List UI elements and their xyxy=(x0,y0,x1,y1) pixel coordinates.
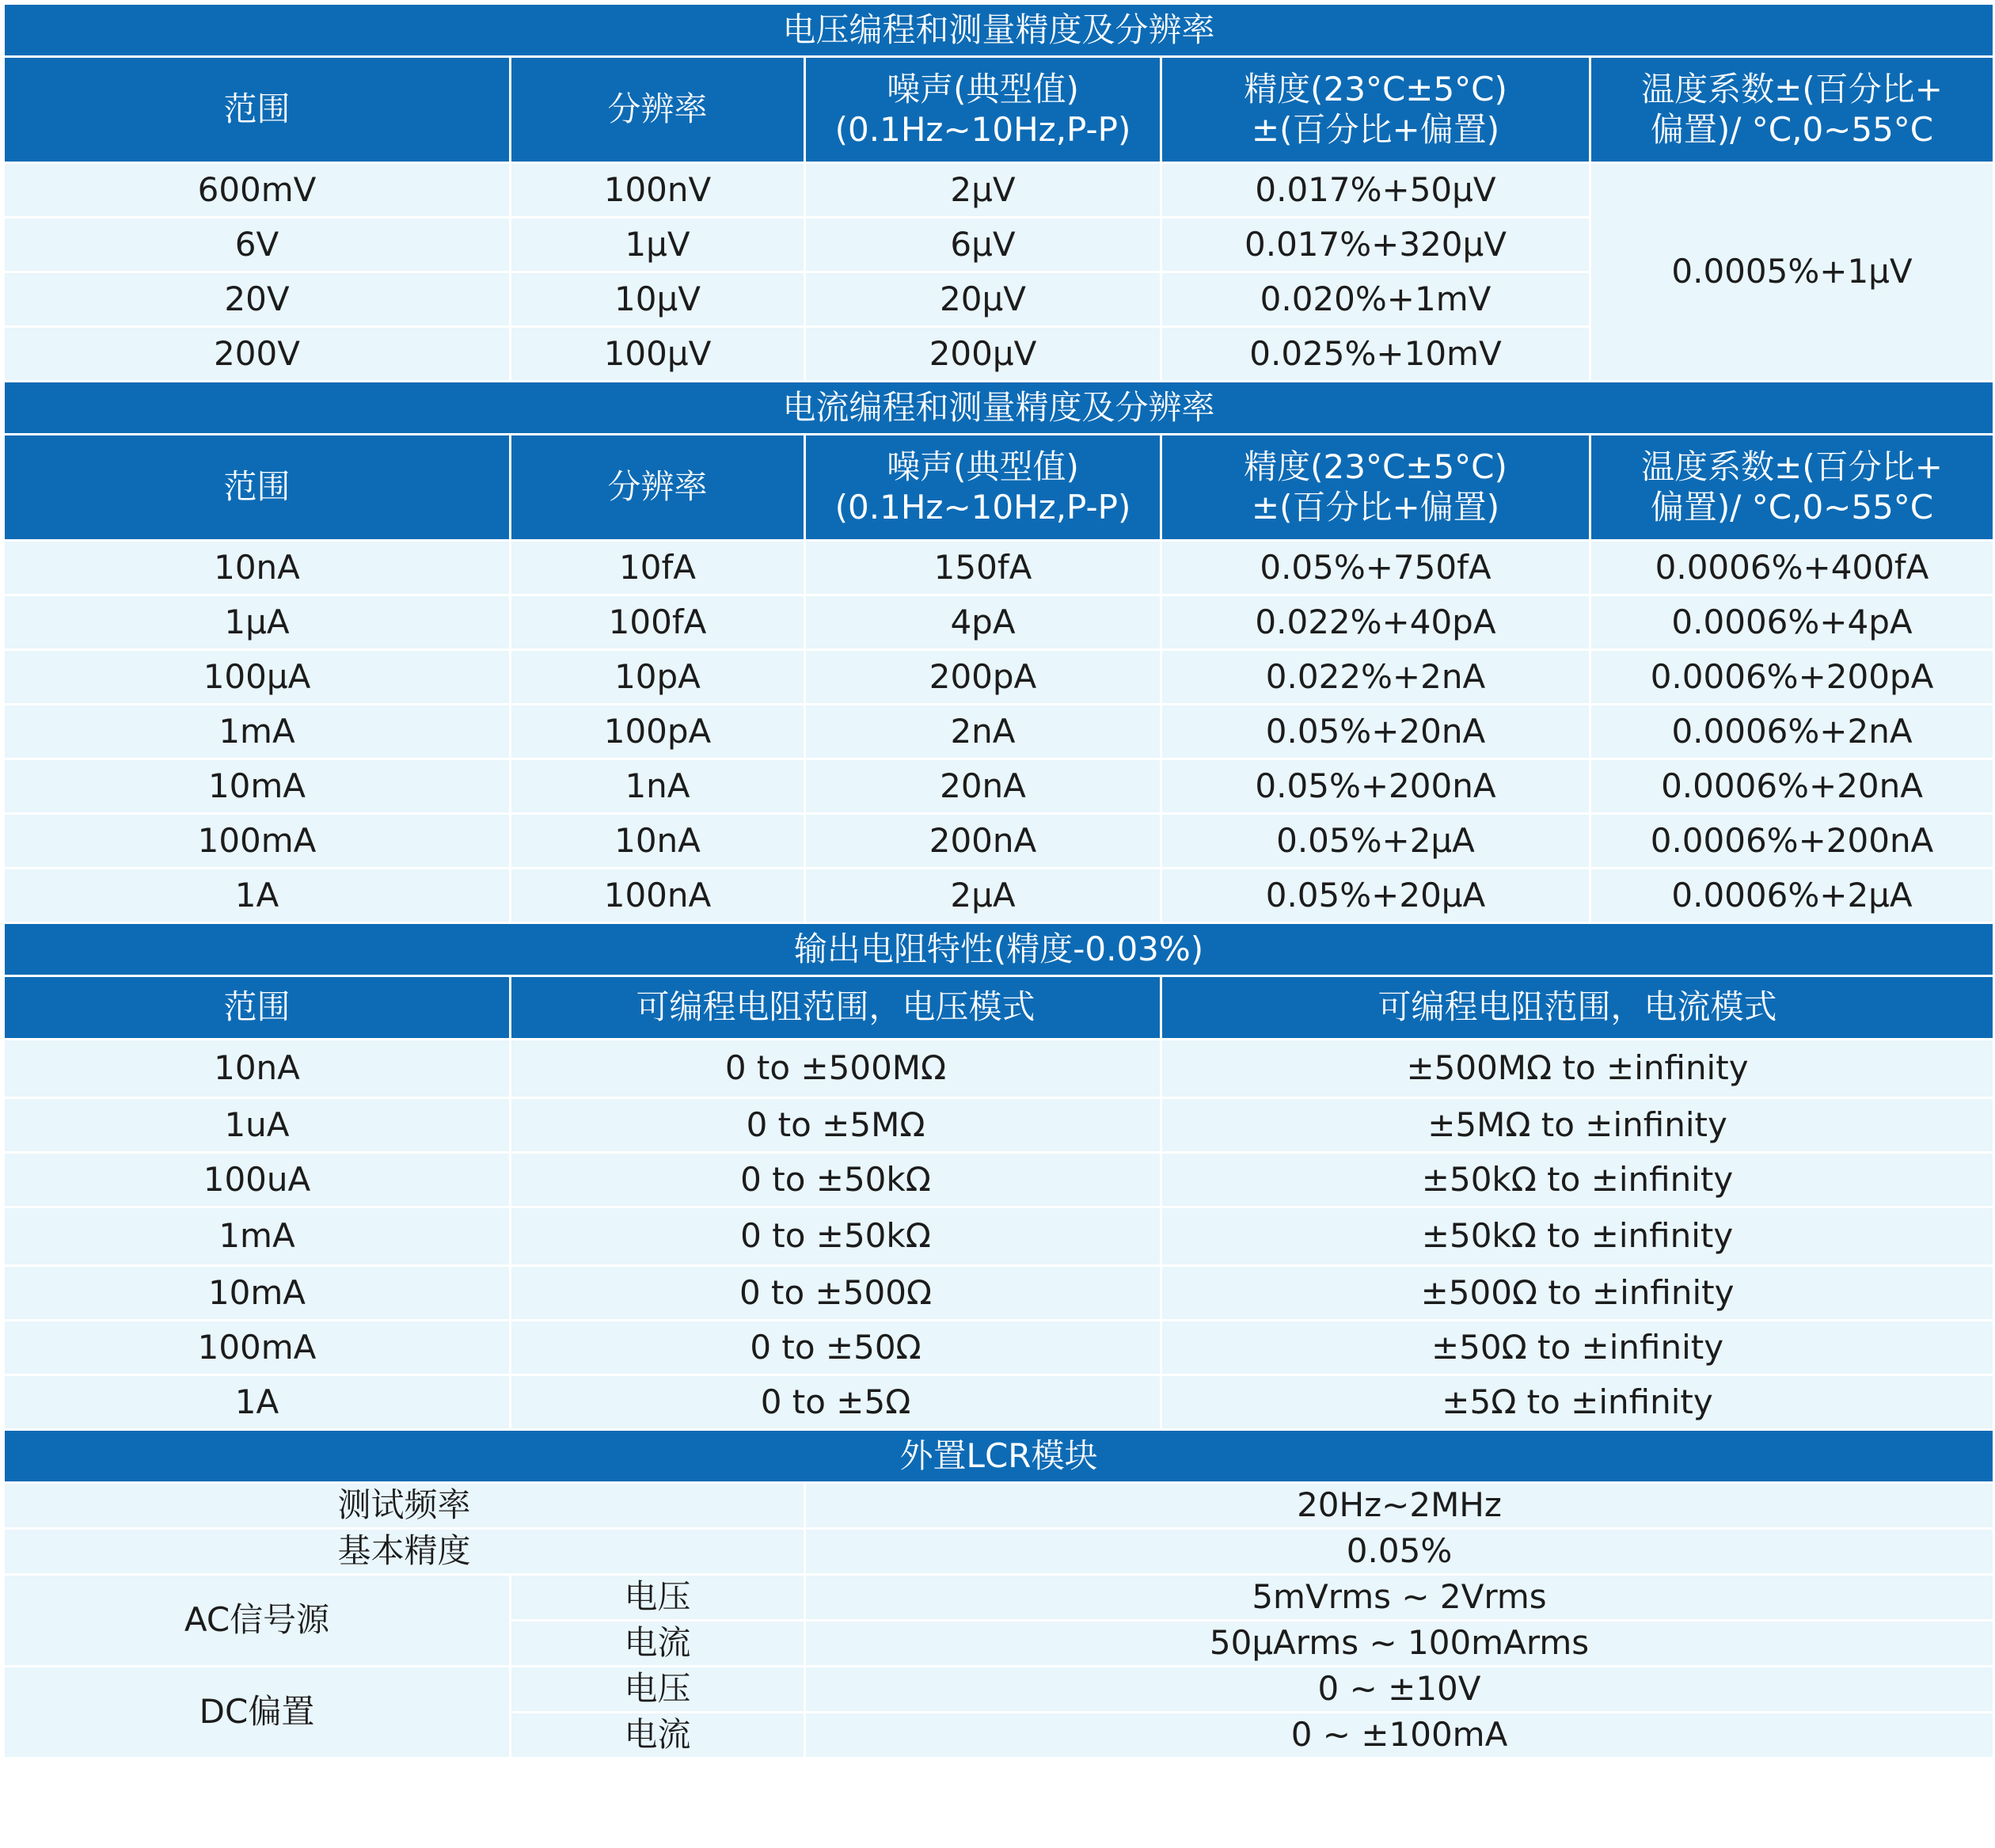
cell-accuracy: 0.017%+50μV xyxy=(1161,163,1590,218)
cell-range: 6V xyxy=(4,218,511,272)
cell-resolution: 100fA xyxy=(511,595,805,650)
header-range: 范围 xyxy=(4,435,511,541)
cell-temp-coeff: 0.0006%+200nA xyxy=(1590,814,1994,869)
cell-noise: 20nA xyxy=(805,759,1161,814)
cell-voltage-mode: 0 to ±50Ω xyxy=(511,1321,1161,1375)
table-row xyxy=(4,1667,1994,1713)
cell-range: 100μA xyxy=(4,650,511,705)
header-voltage-mode: 可编程电阻范围，电压模式 xyxy=(511,976,1161,1040)
cell-current-mode: ±500Ω to ±infinity xyxy=(1161,1266,1994,1321)
cell-voltage-mode: 0 to ±50kΩ xyxy=(511,1153,1161,1207)
cell-range: 1A xyxy=(4,869,511,923)
cell-ac-current-label: 电流 xyxy=(511,1621,805,1667)
cell-voltage-mode: 0 to ±500MΩ xyxy=(511,1040,1161,1098)
current-section-title: 电流编程和测量精度及分辨率 xyxy=(4,382,1994,435)
header-temp-line1: 温度系数±(百分比+ xyxy=(1641,447,1943,487)
table-row xyxy=(4,1529,1994,1575)
cell-current-mode: ±5Ω to ±infinity xyxy=(1161,1375,1994,1430)
cell-ac-voltage-label: 电压 xyxy=(511,1575,805,1621)
cell-noise: 200pA xyxy=(805,650,1161,705)
cell-resolution: 10pA xyxy=(511,650,805,705)
header-accuracy-line2: ±(百分比+偏置) xyxy=(1251,487,1500,527)
cell-noise: 6μV xyxy=(805,218,1161,272)
cell-basic-accuracy-value: 0.05% xyxy=(805,1529,1994,1575)
cell-temp-coeff: 0.0006%+20nA xyxy=(1590,759,1994,814)
cell-resolution: 100μV xyxy=(511,327,805,382)
cell-range: 1A xyxy=(4,1375,511,1430)
lcr-section-title-row xyxy=(4,1430,1994,1483)
cell-noise: 4pA xyxy=(805,595,1161,650)
cell-basic-accuracy-label: 基本精度 xyxy=(4,1529,805,1575)
header-accuracy xyxy=(1161,435,1590,541)
table-row xyxy=(4,1098,1994,1153)
header-temp-coeff xyxy=(1590,435,1994,541)
cell-resolution: 100nV xyxy=(511,163,805,218)
cell-dc-bias-label: DC偏置 xyxy=(4,1667,511,1759)
cell-range: 20V xyxy=(4,272,511,327)
header-accuracy-line2: ±(百分比+偏置) xyxy=(1251,109,1500,149)
cell-range: 1uA xyxy=(4,1098,511,1153)
table-row xyxy=(4,1040,1994,1098)
table-row xyxy=(4,759,1994,814)
cell-temp-coeff: 0.0006%+2μA xyxy=(1590,869,1994,923)
cell-accuracy: 0.05%+20nA xyxy=(1161,705,1590,759)
cell-dc-current-value: 0 ~ ±100mA xyxy=(805,1713,1994,1759)
cell-dc-current-label: 电流 xyxy=(511,1713,805,1759)
header-noise xyxy=(805,57,1161,163)
cell-accuracy: 0.022%+40pA xyxy=(1161,595,1590,650)
resistance-header-row xyxy=(4,976,1994,1040)
table-row xyxy=(4,1266,1994,1321)
table-row xyxy=(4,1153,1994,1207)
header-noise-line1: 噪声(典型值) xyxy=(887,70,1079,109)
cell-range: 10nA xyxy=(4,1040,511,1098)
cell-accuracy: 0.025%+10mV xyxy=(1161,327,1590,382)
current-header-row xyxy=(4,435,1994,541)
cell-range: 1mA xyxy=(4,1207,511,1266)
header-accuracy xyxy=(1161,57,1590,163)
cell-resolution: 1nA xyxy=(511,759,805,814)
header-temp-line2: 偏置)/ °C,0~55°C xyxy=(1650,109,1934,149)
cell-current-mode: ±50kΩ to ±infinity xyxy=(1161,1207,1994,1266)
cell-dc-voltage-value: 0 ~ ±10V xyxy=(805,1667,1994,1713)
cell-range: 100mA xyxy=(4,1321,511,1375)
header-noise-line2: (0.1Hz~10Hz,P-P) xyxy=(834,487,1131,527)
cell-accuracy: 0.020%+1mV xyxy=(1161,272,1590,327)
resistance-section-title: 输出电阻特性(精度-0.03%) xyxy=(4,923,1994,976)
cell-noise: 150fA xyxy=(805,541,1161,595)
spec-sheet xyxy=(2,2,1993,1759)
cell-temp-coeff: 0.0006%+2nA xyxy=(1590,705,1994,759)
voltage-section-title-row xyxy=(4,4,1994,57)
cell-range: 200V xyxy=(4,327,511,382)
cell-current-mode: ±5MΩ to ±infinity xyxy=(1161,1098,1994,1153)
table-row xyxy=(4,1575,1994,1621)
cell-ac-voltage-value: 5mVrms ~ 2Vrms xyxy=(805,1575,1994,1621)
table-row xyxy=(4,1321,1994,1375)
cell-range: 10mA xyxy=(4,1266,511,1321)
cell-accuracy: 0.05%+750fA xyxy=(1161,541,1590,595)
resistance-section-title-row xyxy=(4,923,1994,976)
table-row xyxy=(4,1375,1994,1430)
cell-voltage-mode: 0 to ±5MΩ xyxy=(511,1098,1161,1153)
cell-test-frequency-label: 测试频率 xyxy=(4,1483,805,1529)
table-row xyxy=(4,541,1994,595)
header-resolution: 分辨率 xyxy=(511,57,805,163)
cell-range: 100mA xyxy=(4,814,511,869)
cell-voltage-mode: 0 to ±5Ω xyxy=(511,1375,1161,1430)
cell-resolution: 1μV xyxy=(511,218,805,272)
cell-resolution: 10μV xyxy=(511,272,805,327)
header-temp-line1: 温度系数±(百分比+ xyxy=(1641,70,1943,109)
cell-temp-coeff-merged: 0.0005%+1μV xyxy=(1590,163,1994,382)
current-section-title-row xyxy=(4,382,1994,435)
cell-resolution: 10nA xyxy=(511,814,805,869)
header-accuracy-line1: 精度(23°C±5°C) xyxy=(1244,70,1507,109)
cell-range: 600mV xyxy=(4,163,511,218)
table-row xyxy=(4,869,1994,923)
cell-noise: 2μV xyxy=(805,163,1161,218)
cell-current-mode: ±50kΩ to ±infinity xyxy=(1161,1153,1994,1207)
table-row xyxy=(4,1483,1994,1529)
cell-accuracy: 0.05%+200nA xyxy=(1161,759,1590,814)
cell-accuracy: 0.05%+20μA xyxy=(1161,869,1590,923)
header-accuracy-line1: 精度(23°C±5°C) xyxy=(1244,447,1507,487)
table-row xyxy=(4,705,1994,759)
cell-accuracy: 0.022%+2nA xyxy=(1161,650,1590,705)
header-resolution: 分辨率 xyxy=(511,435,805,541)
table-row xyxy=(4,650,1994,705)
header-temp-coeff xyxy=(1590,57,1994,163)
spec-table xyxy=(2,2,1995,1759)
cell-range: 100uA xyxy=(4,1153,511,1207)
cell-test-frequency-value: 20Hz~2MHz xyxy=(805,1483,1994,1529)
lcr-section-title: 外置LCR模块 xyxy=(4,1430,1994,1483)
header-noise-line1: 噪声(典型值) xyxy=(887,447,1079,487)
cell-range: 1mA xyxy=(4,705,511,759)
cell-temp-coeff: 0.0006%+400fA xyxy=(1590,541,1994,595)
voltage-section-title: 电压编程和测量精度及分辨率 xyxy=(4,4,1994,57)
header-temp-line2: 偏置)/ °C,0~55°C xyxy=(1650,487,1934,527)
cell-range: 10mA xyxy=(4,759,511,814)
table-row xyxy=(4,595,1994,650)
voltage-header-row xyxy=(4,57,1994,163)
cell-noise: 200μV xyxy=(805,327,1161,382)
cell-current-mode: ±500MΩ to ±infinity xyxy=(1161,1040,1994,1098)
cell-range: 10nA xyxy=(4,541,511,595)
table-row xyxy=(4,163,1994,218)
cell-voltage-mode: 0 to ±50kΩ xyxy=(511,1207,1161,1266)
table-row xyxy=(4,814,1994,869)
cell-noise: 2μA xyxy=(805,869,1161,923)
cell-dc-voltage-label: 电压 xyxy=(511,1667,805,1713)
header-noise xyxy=(805,435,1161,541)
cell-resolution: 10fA xyxy=(511,541,805,595)
cell-range: 1μA xyxy=(4,595,511,650)
cell-ac-source-label: AC信号源 xyxy=(4,1575,511,1667)
header-range: 范围 xyxy=(4,57,511,163)
header-noise-line2: (0.1Hz~10Hz,P-P) xyxy=(834,109,1131,149)
cell-noise: 20μV xyxy=(805,272,1161,327)
cell-ac-current-value: 50μArms ~ 100mArms xyxy=(805,1621,1994,1667)
cell-accuracy: 0.017%+320μV xyxy=(1161,218,1590,272)
cell-noise: 200nA xyxy=(805,814,1161,869)
cell-current-mode: ±50Ω to ±infinity xyxy=(1161,1321,1994,1375)
table-row xyxy=(4,1207,1994,1266)
cell-resolution: 100nA xyxy=(511,869,805,923)
cell-accuracy: 0.05%+2μA xyxy=(1161,814,1590,869)
cell-voltage-mode: 0 to ±500Ω xyxy=(511,1266,1161,1321)
header-range: 范围 xyxy=(4,976,511,1040)
cell-resolution: 100pA xyxy=(511,705,805,759)
header-current-mode: 可编程电阻范围，电流模式 xyxy=(1161,976,1994,1040)
cell-temp-coeff: 0.0006%+200pA xyxy=(1590,650,1994,705)
cell-noise: 2nA xyxy=(805,705,1161,759)
cell-temp-coeff: 0.0006%+4pA xyxy=(1590,595,1994,650)
